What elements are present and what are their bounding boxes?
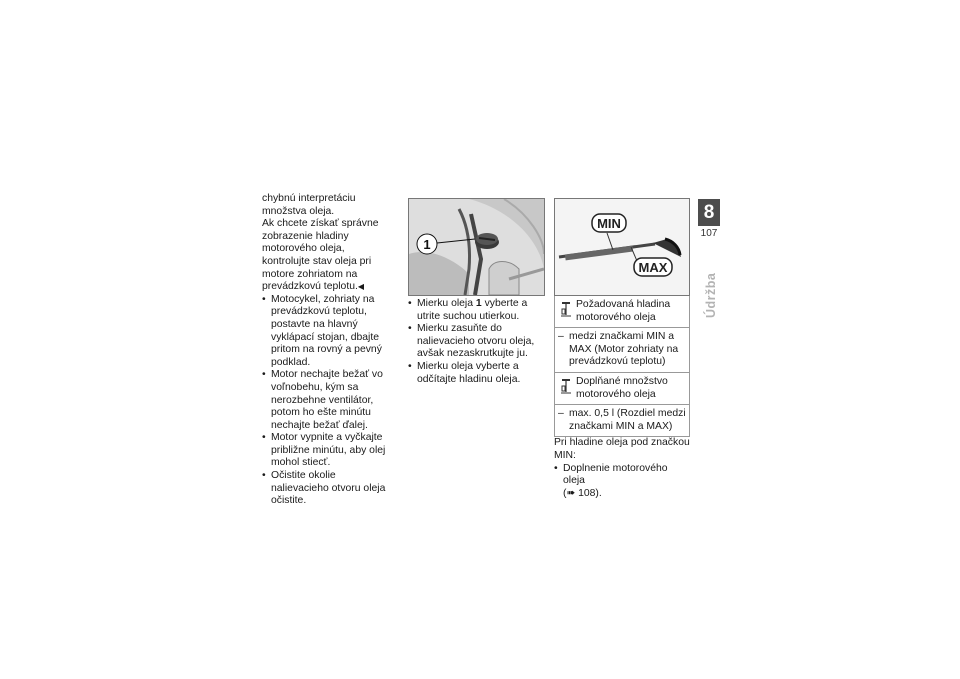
- callout-label: 1: [423, 237, 431, 252]
- list-item: • Motor vypnite a vyčkajte približne minútu, aby olej mohol stiecť.: [262, 432, 394, 470]
- spec-value-row: [555, 405, 689, 436]
- page-reference[interactable]: [563, 488, 602, 499]
- end-mark-icon: ◀: [357, 282, 365, 292]
- chapter-name: Údržba: [704, 272, 718, 318]
- spec-required-level: [554, 296, 690, 373]
- steps-list-2: [408, 298, 545, 386]
- oil-level-icon: [561, 301, 573, 324]
- reference-arrow-icon: ➠: [566, 487, 576, 499]
- list-item: • Očistite okolie nalievacieho otvoru oleja očistite.: [262, 470, 394, 508]
- spec-value-row: [555, 328, 689, 372]
- dash-icon: –: [558, 408, 564, 420]
- page-number: 107: [700, 228, 718, 239]
- max-label: MAX: [638, 260, 668, 275]
- dipstick-illustration: [554, 198, 690, 296]
- callout-ref: 1: [475, 298, 482, 309]
- warm-engine-paragraph: [262, 218, 394, 294]
- list-item: • Mierku oleja vyberte a odčítajte hladinu oleja.: [408, 361, 545, 386]
- spec-title: Doplňané množstvo motorového oleja: [576, 375, 668, 400]
- chapter-tab: [698, 199, 720, 239]
- list-item: [554, 463, 690, 501]
- ref-paren: (: [563, 487, 567, 499]
- oil-level-icon: [561, 378, 573, 401]
- list-item: • Mierku zasuňte do nalievacieho otvoru oleja, avšak nezaskrutkujte ju.: [408, 323, 545, 361]
- spec-value: max. 0,5 l (Rozdiel medzi značkami MIN a MAX): [569, 408, 686, 432]
- steps-list-3: [554, 463, 690, 501]
- list-item: • Motor nechajte bežať vo voľnobehu, kým sa nerozbehne ventilátor, potom ho ešte minútu nechajte bežať ďalej.: [262, 369, 394, 432]
- list-text: Mierku oleja: [417, 298, 476, 309]
- text-column-2: [408, 198, 545, 386]
- spec-title: Požadovaná hladina motorového oleja: [576, 299, 671, 323]
- text-column-3: [554, 198, 690, 500]
- dash-icon: –: [558, 331, 564, 343]
- low-level-text: Pri hladine oleja pod značkou MIN:: [554, 437, 690, 461]
- intro-text: chybnú interpretáciu množstva oleja.: [262, 193, 356, 217]
- oil-filler-photo: [408, 198, 545, 296]
- min-label: MIN: [597, 216, 621, 231]
- ref-page-number: 108: [578, 487, 596, 499]
- spec-fill-quantity: [554, 373, 690, 437]
- list-text: vyberte a utrite suchou utierkou.: [417, 298, 528, 322]
- ref-paren: ).: [595, 487, 602, 499]
- list-item: [408, 298, 545, 323]
- list-text: Doplnenie motorového oleja: [563, 462, 668, 487]
- spec-value: medzi značkami MIN a MAX (Motor zohriaty na prevádzkovú teplotu): [569, 331, 679, 368]
- spec-header: [555, 373, 689, 405]
- text-column-1: [262, 193, 394, 508]
- list-item: • Motocykel, zohriaty na prevádzkovú teplotu, postavte na hlavný vyklápací stojan, dbajte pritom na rovný a pevný podklad.: [262, 294, 394, 370]
- spec-header: [555, 296, 689, 328]
- chapter-number: 8: [698, 199, 720, 226]
- steps-list-1: [262, 294, 394, 508]
- warm-engine-text: Ak chcete získať správne zobrazenie hladiny motorového oleja, kontrolujte stav oleja pri motore zohriatom na prevádzkovú teplotu.: [262, 218, 379, 293]
